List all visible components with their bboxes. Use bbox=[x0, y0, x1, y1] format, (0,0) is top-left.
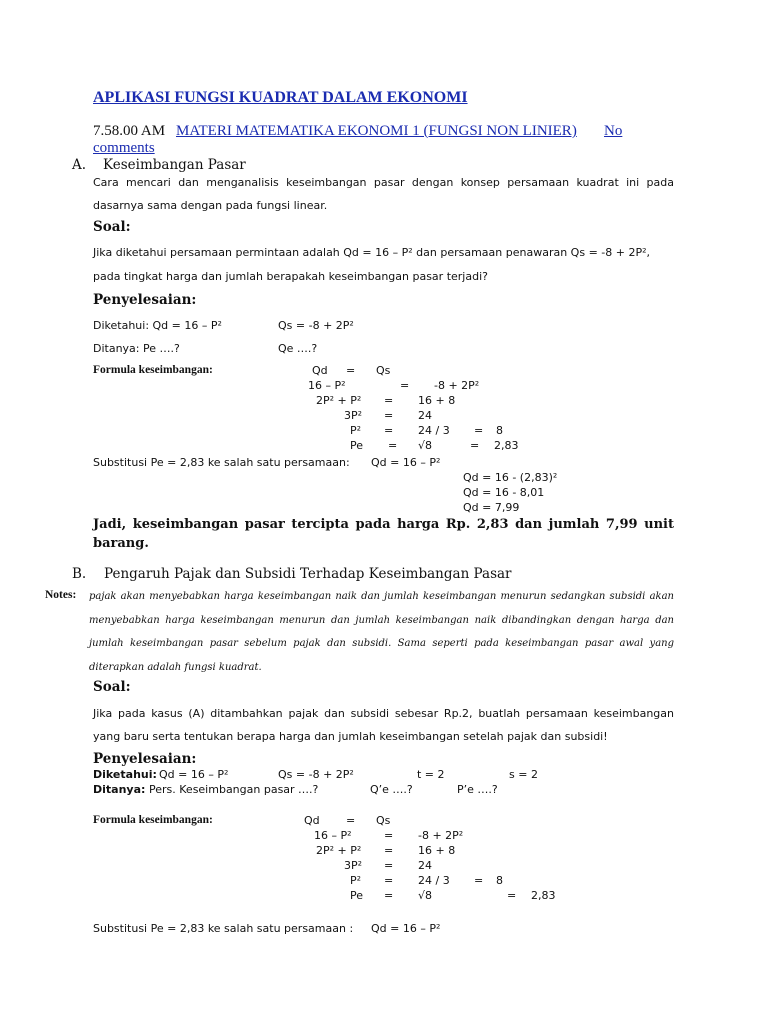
soal-text-a-2: pada tingkat harga dan jumlah berapakah keseimbangan pasar terjadi? bbox=[93, 270, 488, 283]
eq-a-r4a: 3P² bbox=[344, 409, 363, 422]
eq-b-r6d: = bbox=[507, 889, 517, 902]
comments-link[interactable]: No bbox=[604, 123, 623, 139]
substitusi-step-3: Qd = 7,99 bbox=[463, 501, 520, 514]
eq-a-r5a: P² bbox=[350, 424, 362, 437]
category-link[interactable]: MATERI MATEMATIKA EKONOMI 1 (FUNGSI NON LINIER) bbox=[176, 123, 577, 139]
diketahui-a: Diketahui: Qd = 16 – P² bbox=[93, 319, 222, 332]
diketahui-qd-b: Qd = 16 – P² bbox=[159, 768, 229, 781]
eq-a-r2c: -8 + 2P² bbox=[434, 379, 480, 392]
penyelesaian-label-a: Penyelesaian: bbox=[93, 292, 197, 308]
section-a-intro: Cara mencari dan menganalisis keseimbangan pasar dengan konsep persamaan kuadrat ini pada dasarnya sama dengan pada fungsi linear. bbox=[93, 176, 674, 212]
eq-a-r6e: 2,83 bbox=[494, 439, 519, 452]
eq-b-r3a: 2P² + P² bbox=[316, 844, 362, 857]
eq-b-r4c: 24 bbox=[418, 859, 432, 872]
diketahui-qs-b: Qs = -8 + 2P² bbox=[278, 768, 354, 781]
eq-b-r2c: -8 + 2P² bbox=[418, 829, 464, 842]
ditanya-text-b: Pers. Keseimbangan pasar ….? bbox=[149, 783, 319, 796]
section-a-letter: A. bbox=[72, 157, 87, 173]
eq-b-r5d: = bbox=[474, 874, 484, 887]
diketahui-s-b: s = 2 bbox=[509, 768, 538, 781]
soal-label-b: Soal: bbox=[93, 679, 131, 695]
eq-a-r1b: = bbox=[346, 364, 356, 377]
eq-a-r4b: = bbox=[384, 409, 394, 422]
eq-b-r3c: 16 + 8 bbox=[418, 844, 456, 857]
eq-a-r4c: 24 bbox=[418, 409, 432, 422]
ditanya-qe-b: Q’e ….? bbox=[370, 783, 413, 796]
conclusion-a: Jadi, keseimbangan pasar tercipta pada harga Rp. 2,83 dan jumlah 7,99 unit barang. bbox=[93, 517, 674, 551]
post-time: 7.58.00 AM bbox=[93, 123, 166, 139]
page-title[interactable]: APLIKASI FUNGSI KUADRAT DALAM EKONOMI bbox=[93, 89, 468, 106]
eq-b-r1c: Qs bbox=[376, 814, 391, 827]
eq-a-r3a: 2P² + P² bbox=[316, 394, 362, 407]
formula-label-a: Formula keseimbangan: bbox=[93, 364, 213, 376]
diketahui-qs-a: Qs = -8 + 2P² bbox=[278, 319, 354, 332]
ditanya-a: Ditanya: Pe ….? bbox=[93, 342, 180, 355]
eq-b-r5c: 24 / 3 bbox=[418, 874, 450, 887]
eq-a-r2a: 16 – P² bbox=[308, 379, 346, 392]
soal-label-a: Soal: bbox=[93, 219, 131, 235]
comments-link-cont[interactable]: comments bbox=[93, 140, 155, 156]
substitusi-eq-b: Qd = 16 – P² bbox=[371, 922, 441, 935]
section-b-heading: Pengaruh Pajak dan Subsidi Terhadap Keseimbangan Pasar bbox=[104, 566, 512, 582]
eq-a-r3c: 16 + 8 bbox=[418, 394, 456, 407]
ditanya-pe-b: P’e ….? bbox=[457, 783, 498, 796]
soal-text-b: Jika pada kasus (A) ditambahkan pajak dan subsidi sebesar Rp.2, buatlah persamaan keseimbangan yang baru serta tentukan berapa harga dan jumlah keseimbangan setelah pajak dan subsidi! bbox=[93, 707, 674, 743]
section-a-heading: Keseimbangan Pasar bbox=[103, 157, 246, 173]
eq-b-r4b: = bbox=[384, 859, 394, 872]
notes-label: Notes: bbox=[45, 589, 77, 601]
substitusi-step-1: Qd = 16 - (2,83)² bbox=[463, 471, 558, 484]
section-b-letter: B. bbox=[72, 566, 87, 582]
eq-b-r6b: = bbox=[384, 889, 394, 902]
eq-a-r5b: = bbox=[384, 424, 394, 437]
eq-a-r6c: √8 bbox=[418, 439, 433, 452]
eq-b-r4a: 3P² bbox=[344, 859, 363, 872]
eq-b-r6a: Pe bbox=[350, 889, 364, 902]
eq-a-r3b: = bbox=[384, 394, 394, 407]
ditanya-label-b: Ditanya: bbox=[93, 783, 146, 796]
penyelesaian-label-b: Penyelesaian: bbox=[93, 751, 197, 767]
substitusi-a: Substitusi Pe = 2,83 ke salah satu persamaan: bbox=[93, 456, 350, 469]
eq-b-r3b: = bbox=[384, 844, 394, 857]
ditanya-qe-a: Qe ….? bbox=[278, 342, 318, 355]
eq-b-r6e: 2,83 bbox=[531, 889, 556, 902]
substitusi-eq-a: Qd = 16 – P² bbox=[371, 456, 441, 469]
eq-b-r2b: = bbox=[384, 829, 394, 842]
formula-label-b: Formula keseimbangan: bbox=[93, 814, 213, 826]
eq-a-r1c: Qs bbox=[376, 364, 391, 377]
diketahui-t-b: t = 2 bbox=[417, 768, 445, 781]
eq-b-r1b: = bbox=[346, 814, 356, 827]
eq-a-r6d: = bbox=[470, 439, 480, 452]
eq-a-r5d: = bbox=[474, 424, 484, 437]
eq-a-r1a: Qd bbox=[312, 364, 328, 377]
diketahui-label-b: Diketahui: bbox=[93, 768, 157, 781]
eq-b-r6c: √8 bbox=[418, 889, 433, 902]
substitusi-step-2: Qd = 16 - 8,01 bbox=[463, 486, 545, 499]
eq-a-r5e: 8 bbox=[496, 424, 503, 437]
eq-b-r5a: P² bbox=[350, 874, 362, 887]
eq-a-r5c: 24 / 3 bbox=[418, 424, 450, 437]
soal-text-a-1: Jika diketahui persamaan permintaan adalah Qd = 16 – P² dan persamaan penawaran Qs = -8 + 2P², bbox=[93, 246, 650, 259]
notes-text: pajak akan menyebabkan harga keseimbangan naik dan jumlah keseimbangan menurun sedangkan subsidi akan menyebabkan harga keseimbangan menurun dan jumlah keseimbangan naik dibandingkan dengan harga dan jumlah keseimbangan pasar sebelum pajak dan subsidi. Sama seperti pada keseimbangan pasar awal yang diterapkan adalah fungsi kuadrat. bbox=[89, 591, 674, 673]
substitusi-b: Substitusi Pe = 2,83 ke salah satu persamaan : bbox=[93, 922, 354, 935]
eq-a-r6a: Pe bbox=[350, 439, 364, 452]
eq-b-r5b: = bbox=[384, 874, 394, 887]
eq-b-r1a: Qd bbox=[304, 814, 320, 827]
eq-b-r5e: 8 bbox=[496, 874, 503, 887]
eq-b-r2a: 16 – P² bbox=[314, 829, 352, 842]
eq-a-r2b: = bbox=[400, 379, 410, 392]
eq-a-r6b: = bbox=[388, 439, 398, 452]
